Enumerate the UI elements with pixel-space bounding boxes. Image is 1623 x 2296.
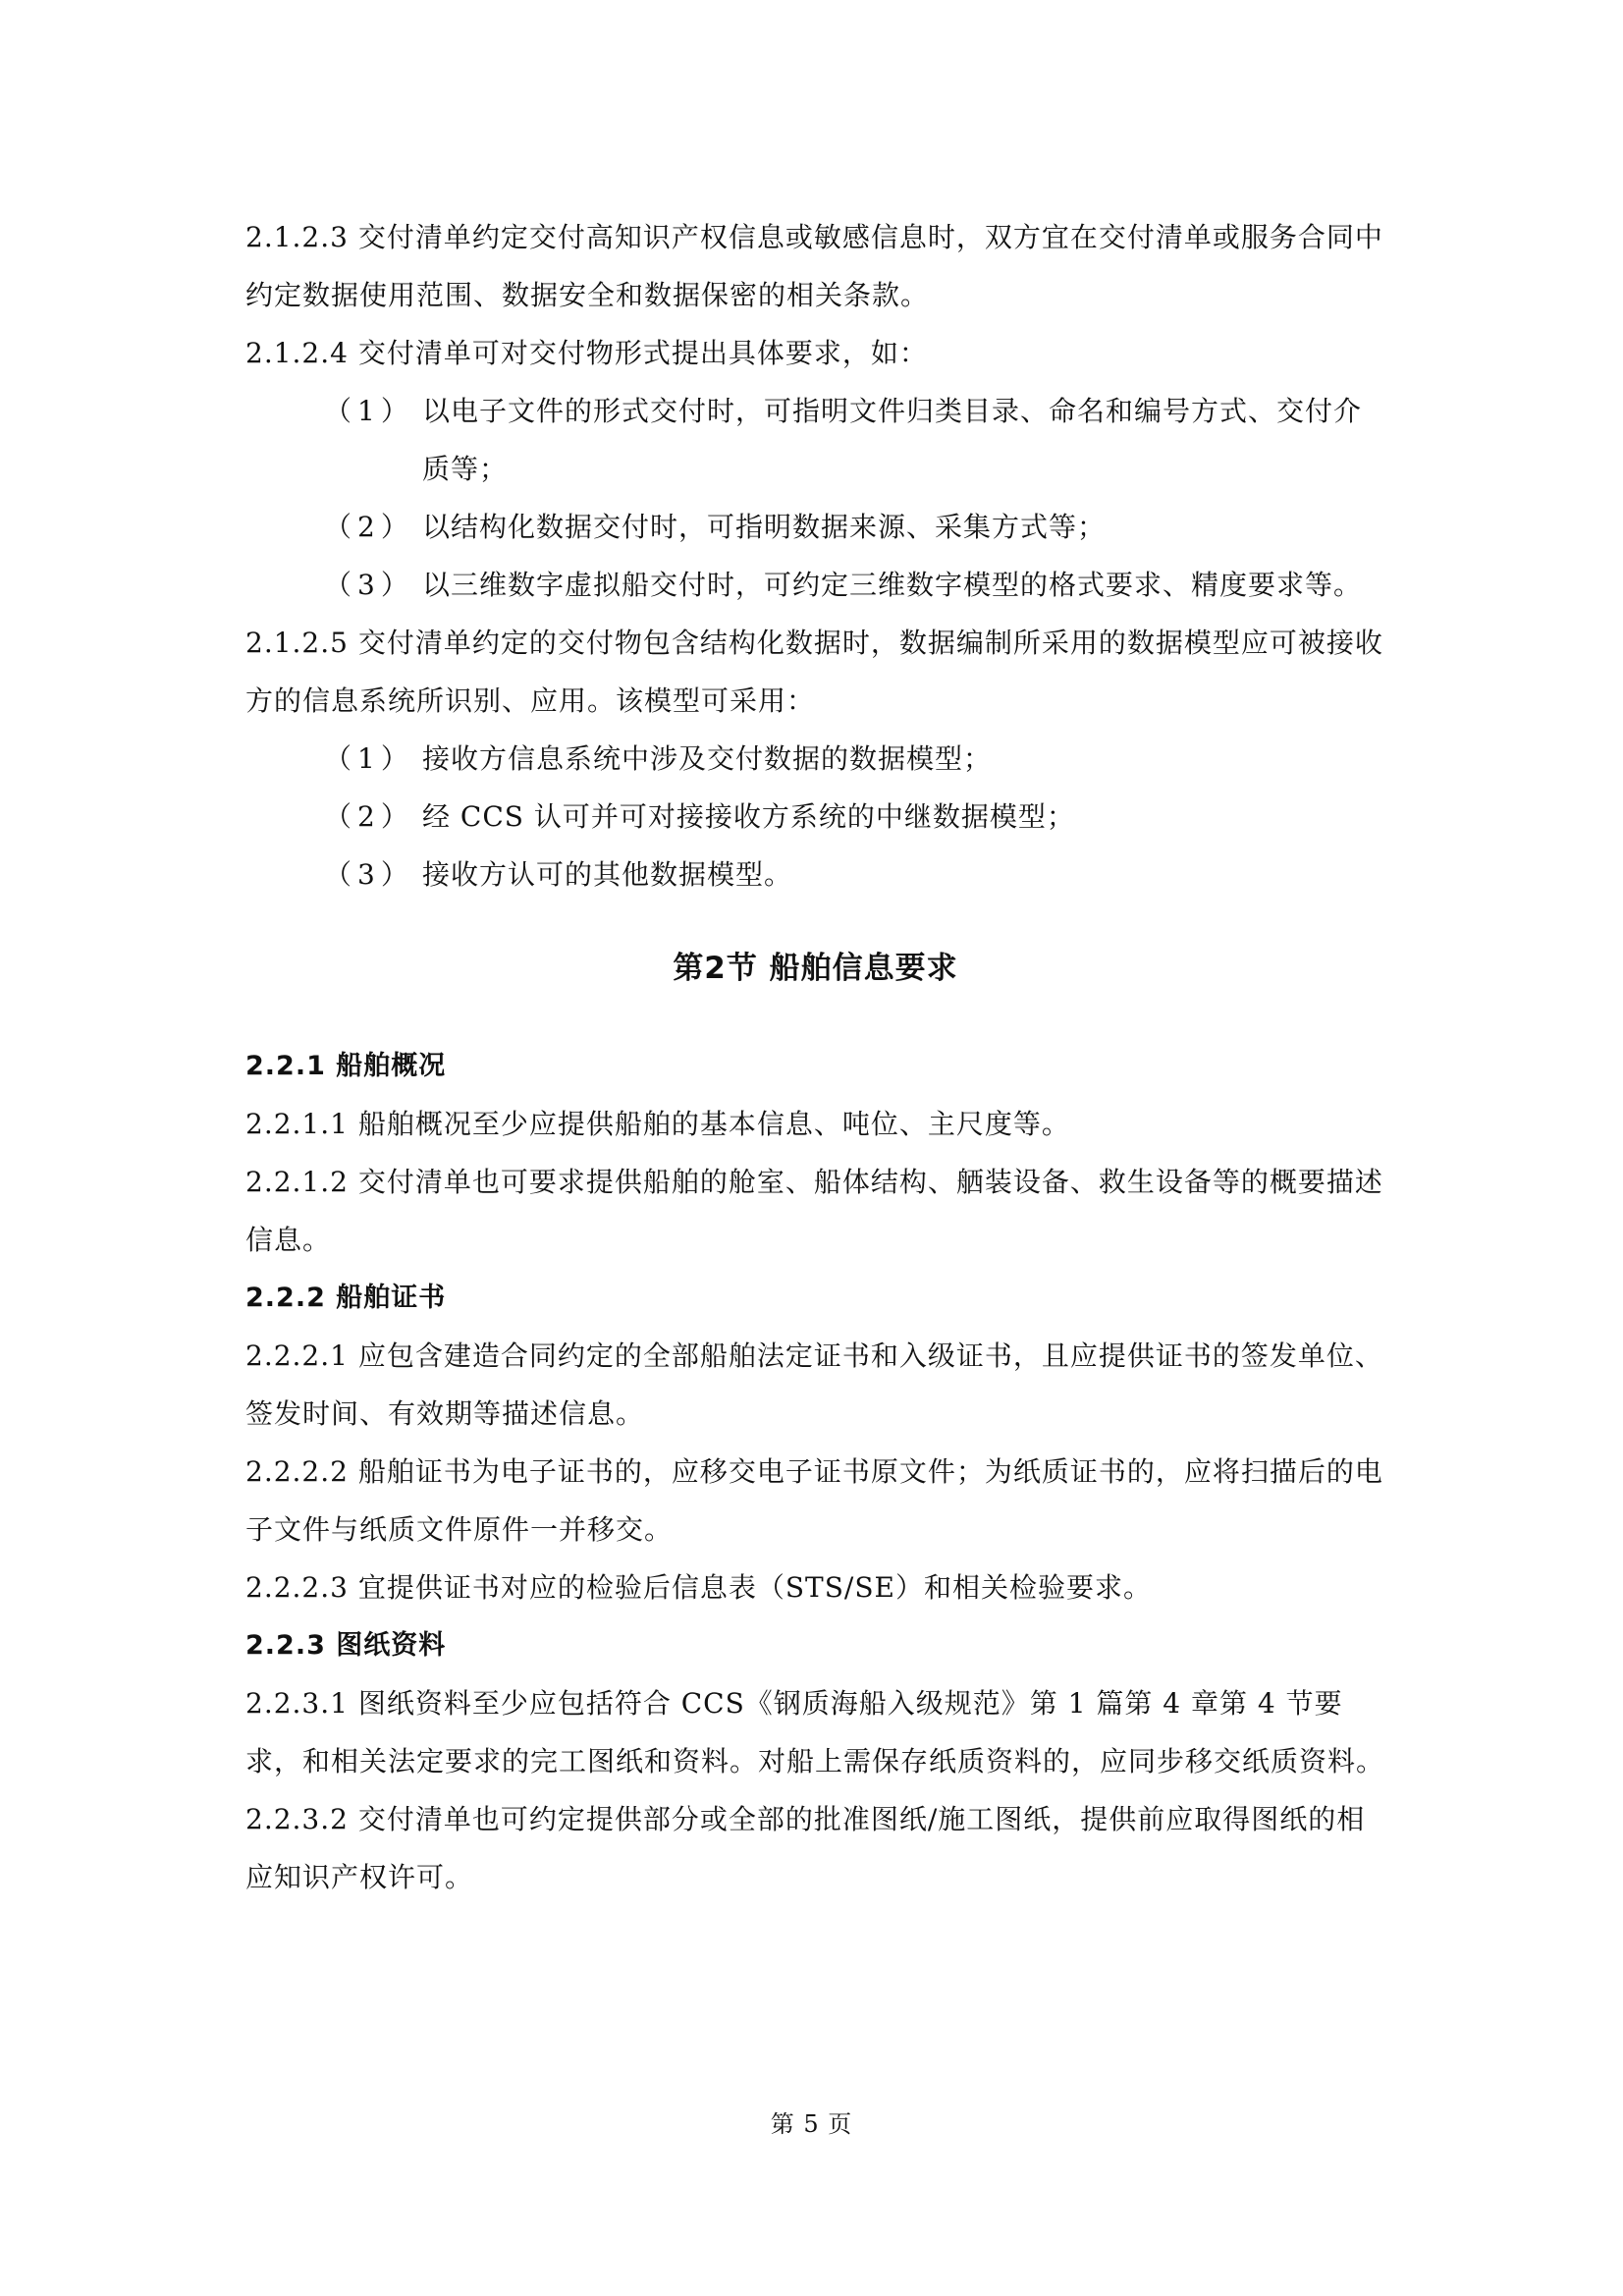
subsection-heading-2-2-1: 2.2.1 船舶概况 <box>245 1051 447 1081</box>
list-2-1-2-5 <box>245 730 1385 903</box>
paragraph-2-2-1-2: 2.2.1.2 交付清单也可要求提供船舶的舱室、船体结构、舾装设备、救生设备等的概要描述信息。 <box>245 1166 1383 1256</box>
list-2-1-2-4 <box>245 382 1385 614</box>
list-item <box>245 730 1385 788</box>
list-item-text: 以三维数字虚拟船交付时，可约定三维数字模型的格式要求、精度要求等。 <box>422 569 1363 601</box>
paragraph-2-1-2-4: 2.1.2.4 交付清单可对交付物形式提出具体要求，如： <box>245 337 928 369</box>
list-item <box>245 498 1385 556</box>
subsection-heading-2-2-3: 2.2.3 图纸资料 <box>245 1630 447 1661</box>
paragraph-2-2-2-2: 2.2.2.2 船舶证书为电子证书的，应移交电子证书原文件；为纸质证书的，应将扫描后的电子文件与纸质文件原件一并移交。 <box>245 1455 1383 1546</box>
list-item-number: （3） <box>324 858 414 891</box>
paragraph-2-2-1-1: 2.2.1.1 船舶概况至少应提供船舶的基本信息、吨位、主尺度等。 <box>245 1108 1070 1140</box>
paragraph-2-2-2-3: 2.2.2.3 宜提供证书对应的检验后信息表（STS/SE）和相关检验要求。 <box>245 1571 1152 1604</box>
list-item <box>245 846 1385 903</box>
list-item <box>245 382 1385 498</box>
list-item-text: 接收方信息系统中涉及交付数据的数据模型； <box>422 742 993 775</box>
list-item <box>245 788 1385 846</box>
list-item-number: （1） <box>324 742 414 775</box>
paragraph-2-2-2-1: 2.2.2.1 应包含建造合同约定的全部船舶法定证书和入级证书，且应提供证书的签发单位、签发时间、有效期等描述信息。 <box>245 1339 1383 1430</box>
paragraph-2-2-3-1: 2.2.3.1 图纸资料至少应包括符合 CCS《钢质海船入级规范》第 1 篇第 4 章第 4 节要求，和相关法定要求的完工图纸和资料。对船上需保存纸质资料的，应同步移交纸质资料。 <box>245 1687 1385 1777</box>
page-number: 第 5 页 <box>770 2110 853 2138</box>
list-item <box>245 556 1385 614</box>
list-item-number: （3） <box>324 569 414 601</box>
paragraph-2-2-3-2: 2.2.3.2 交付清单也可约定提供部分或全部的批准图纸/施工图纸，提供前应取得图纸的相应知识产权许可。 <box>245 1803 1366 1893</box>
list-item-number: （2） <box>324 511 414 543</box>
list-item-number: （1） <box>324 395 414 427</box>
list-item-number: （2） <box>324 800 414 833</box>
paragraph-2-1-2-5: 2.1.2.5 交付清单约定的交付物包含结构化数据时，数据编制所采用的数据模型应可被接收方的信息系统所识别、应用。该模型可采用： <box>245 627 1383 717</box>
section-title: 第2节 船舶信息要求 <box>673 951 958 986</box>
list-item-text: 经 CCS 认可并可对接接收方系统的中继数据模型； <box>422 800 1075 833</box>
list-item-text: 接收方认可的其他数据模型。 <box>422 858 793 891</box>
list-item-text: 以结构化数据交付时，可指明数据来源、采集方式等； <box>422 511 1107 543</box>
paragraph-2-1-2-3: 2.1.2.3 交付清单约定交付高知识产权信息或敏感信息时，双方宜在交付清单或服务合同中约定数据使用范围、数据安全和数据保密的相关条款。 <box>245 221 1383 311</box>
subsection-heading-2-2-2: 2.2.2 船舶证书 <box>245 1283 447 1313</box>
list-item-text: 以电子文件的形式交付时，可指明文件归类目录、命名和编号方式、交付介质等； <box>422 395 1363 485</box>
